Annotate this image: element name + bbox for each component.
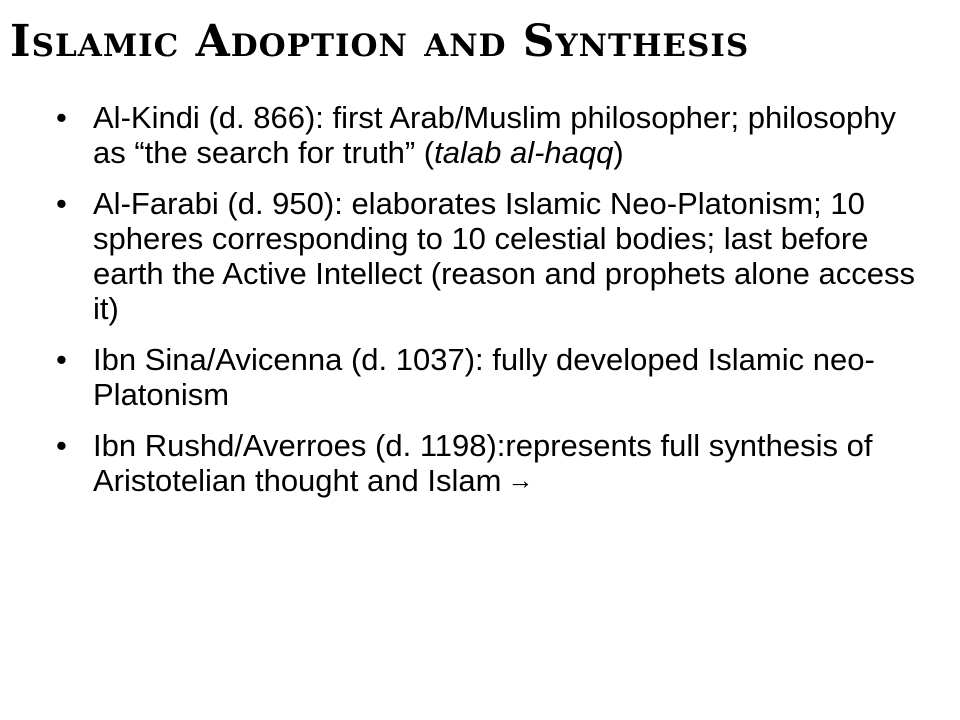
philosopher-name: Al-Kindi <box>93 100 200 135</box>
bullet-text: (d. 950): elaborates Islamic Neo-Platonism; 10 spheres corresponding to 10 celestial bodies; last before earth the Active Intellect (reason and prophets alone access it) <box>93 186 915 326</box>
bullet-text: (d. 866): first Arab/Muslim philosopher; philosophy as “the search for truth” ( <box>93 100 896 170</box>
arrow-right-icon: → <box>507 465 534 495</box>
bullet-list <box>56 100 916 514</box>
bullet-dot-icon: • <box>56 342 67 377</box>
bullet-italic-term: talab al-haqq <box>434 135 614 170</box>
philosopher-name: Ibn Rushd/Averroes <box>93 428 367 463</box>
bullet-ibn-sina <box>56 342 916 412</box>
bullet-al-kindi <box>56 100 916 170</box>
bullet-ibn-rushd <box>56 428 916 498</box>
bullet-al-farabi <box>56 186 916 326</box>
bullet-dot-icon: • <box>56 100 67 135</box>
bullet-dot-icon: • <box>56 186 67 221</box>
bullet-text: (d. 1037): fully developed Islamic neo-Platonism <box>93 342 875 412</box>
bullet-dot-icon: • <box>56 428 67 463</box>
bullet-text: (d. 1198):represents full synthesis of Aristotelian thought and Islam <box>93 428 873 498</box>
philosopher-name: Al-Farabi <box>93 186 219 221</box>
bullet-text-end: ) <box>613 135 624 170</box>
philosopher-name: Ibn Sina/Avicenna <box>93 342 343 377</box>
slide-title: Islamic Adoption and Synthesis <box>10 16 750 67</box>
